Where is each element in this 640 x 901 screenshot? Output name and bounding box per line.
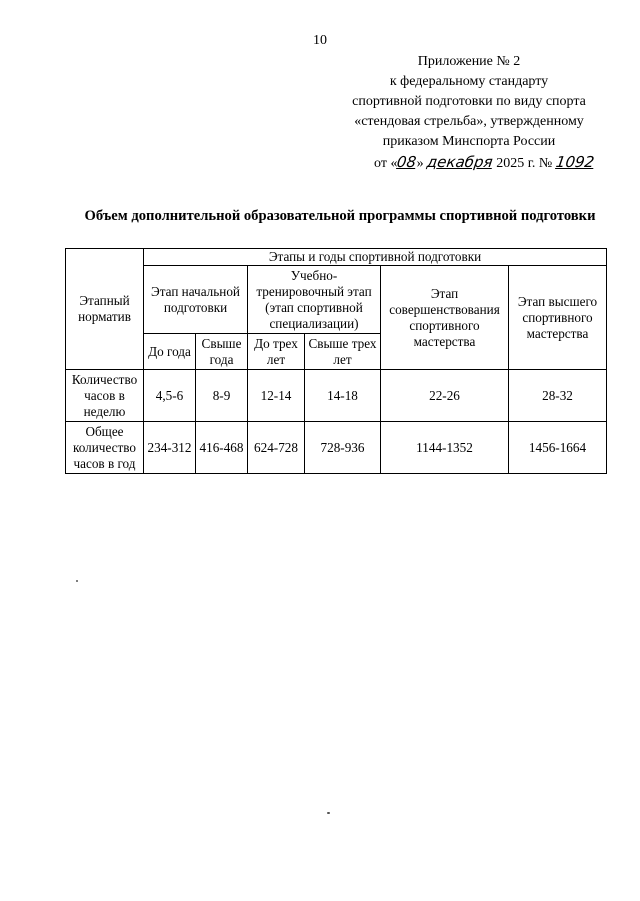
- table-cell: 234-312: [144, 422, 196, 474]
- row-label: Количество часов в неделю: [66, 370, 144, 422]
- table-header-row-2: [66, 266, 607, 334]
- date-year: 2025 г. №: [496, 156, 553, 171]
- date-mid: »: [416, 156, 424, 171]
- table-cell: 22-26: [381, 370, 509, 422]
- date-prefix: от «: [374, 156, 398, 171]
- header-stage-training: Учебно-тренировочный этап (этап спортивной специализации): [248, 266, 381, 334]
- page-number: 10: [313, 33, 327, 48]
- header-norm: Этапный норматив: [66, 249, 144, 370]
- subheader-up-to-three-years: До трех лет: [248, 334, 305, 370]
- table-cell: 728-936: [305, 422, 381, 474]
- table-row: [66, 422, 607, 474]
- table-header-row-1: [66, 249, 607, 266]
- appendix-date-line: [360, 152, 608, 174]
- date-month: декабря: [425, 153, 494, 171]
- header-stage-improvement: Этап совершенствования спортивного мастерства: [381, 266, 509, 370]
- subheader-over-three-years: Свыше трех лет: [305, 334, 381, 370]
- table-cell: 4,5-6: [144, 370, 196, 422]
- appendix-line-2: к федеральному стандарту: [389, 74, 549, 89]
- subheader-up-to-year: До года: [144, 334, 196, 370]
- scan-speck: [327, 812, 330, 814]
- appendix-line-4: «стендовая стрельба», утвержденному: [354, 114, 584, 129]
- table-cell: 1144-1352: [381, 422, 509, 474]
- scan-speck: [76, 580, 78, 582]
- table-cell: 28-32: [509, 370, 607, 422]
- header-stage-highest: Этап высшего спортивного мастерства: [509, 266, 607, 370]
- row-label: Общее количество часов в год: [66, 422, 144, 474]
- appendix-line-1: Приложение № 2: [417, 54, 521, 69]
- header-stages-years: Этапы и годы спортивной подготовки: [144, 249, 607, 266]
- table-cell: 416-468: [196, 422, 248, 474]
- table-cell: 624-728: [248, 422, 305, 474]
- norms-table: [65, 248, 607, 474]
- table-cell: 12-14: [248, 370, 305, 422]
- appendix-block: [330, 52, 608, 174]
- order-number: 1092: [554, 153, 596, 171]
- date-day: 08: [396, 153, 418, 171]
- header-stage-initial: Этап начальной подготовки: [144, 266, 248, 334]
- appendix-line-3: спортивной подготовки по виду спорта: [352, 94, 586, 109]
- table-row: [66, 370, 607, 422]
- table-cell: 1456-1664: [509, 422, 607, 474]
- table-cell: 8-9: [196, 370, 248, 422]
- table-cell: 14-18: [305, 370, 381, 422]
- subheader-over-year: Свыше года: [196, 334, 248, 370]
- document-title: Объем дополнительной образовательной программы спортивной подготовки: [84, 208, 596, 224]
- appendix-line-5: приказом Минспорта России: [382, 134, 556, 149]
